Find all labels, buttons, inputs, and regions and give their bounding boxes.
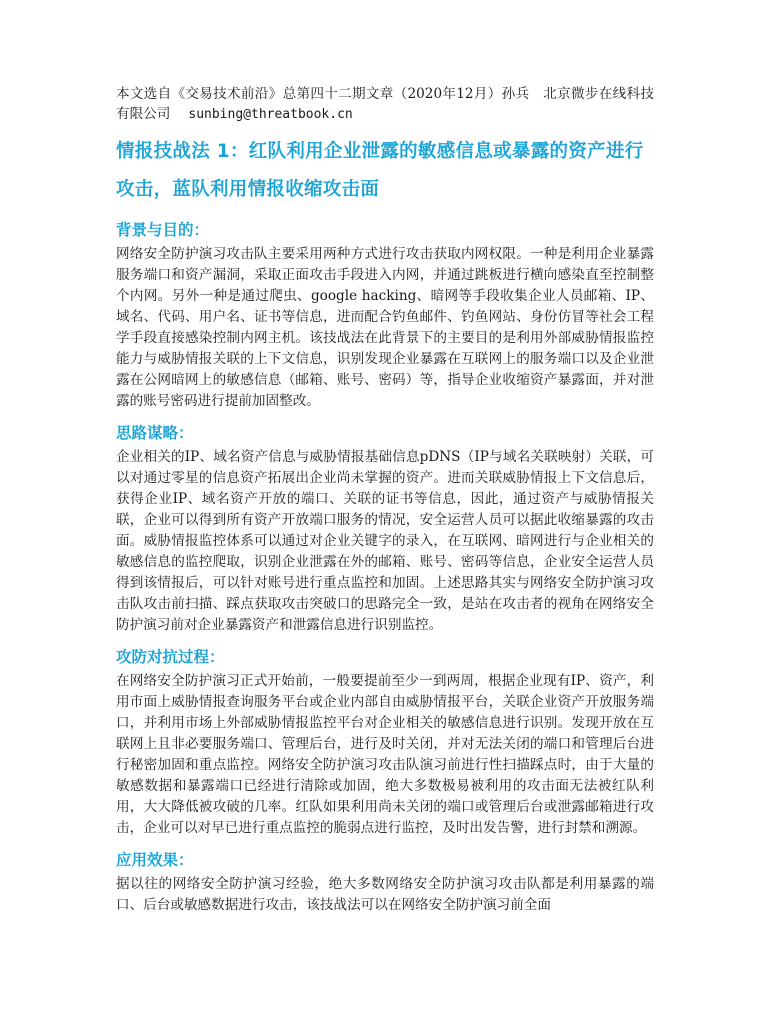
section-body-strategy: 企业相关的IP、域名资产信息与威胁情报基础信息pDNS（IP与域名关联映射）关联，可以对通过零星的信息资产拓展出企业尚未掌握的资产。进而关联威胁情报上下文信息后，获得企业IP、域名资产开放的端口、关联的证书等信息，因此，通过资产与威胁情报关联，企业可以得到所有资产开放端口服务的情况，安全运营人员可以据此收缩暴露的攻击面。威胁情报监控体系可以通过对企业关键字的录入，在互联网、暗网进行与企业相关的敏感信息的监控爬取，识别企业泄露在外的邮箱、账号、密码等信息，企业安全运营人员得到该情报后，可以针对账号进行重点监控和加固。上述思路其实与网络安全防护演习攻击队攻击前扫描、踩点获取攻击突破口的思路完全一致，是站在攻击者的视角在网络安全防护演习前对企业暴露资产和泄露信息进行识别监控。 (116, 449, 654, 633)
article-title: 情报技战法 1：红队利用企业泄露的敏感信息或暴露的资产进行攻击，蓝队利用情报收缩攻击面 (116, 141, 644, 200)
source-note (116, 84, 654, 125)
author-email: sunbing@threatbook.cn (188, 107, 353, 122)
section-body-process: 在网络安全防护演习正式开始前，一般要提前至少一到两周，根据企业现有IP、资产，利用市面上威胁情报查询服务平台或企业内部自由威胁情报平台，关联企业资产开放服务端口，并利用市场上外部威胁情报监控平台对企业相关的敏感信息进行识别。发现开放在互联网上且非必要服务端口、管理后台，进行及时关闭，并对无法关闭的端口和管理后台进行秘密加固和重点监控。网络安全防护演习攻击队演习前进行性扫描踩点时，由于大量的敏感数据和暴露端口已经进行清除或加固，绝大多数极易被利用的攻击面无法被红队利用，大大降低被攻破的几率。红队如果利用尚未关闭的端口或管理后台或泄露邮箱进行攻击，企业可以对早已进行重点监控的脆弱点进行监控，及时出发告警，进行封禁和溯源。 (116, 673, 654, 836)
section-heading-process: 攻防对抗过程： (116, 648, 225, 666)
document-page (116, 84, 654, 916)
section-heading-effect: 应用效果： (116, 851, 194, 869)
section-heading-strategy: 思路谋略： (116, 424, 194, 442)
section-body-background: 网络安全防护演习攻击队主要采用两种方式进行攻击获取内网权限。一种是利用企业暴露服务端口和资产漏洞，采取正面攻击手段进入内网，并通过跳板进行横向感染直至控制整个内网。另外一种是通过爬虫、google hacking、暗网等手段收集企业人员邮箱、IP、域名、代码、用户名、证书等信息，进而配合钓鱼邮件、钓鱼网站、身份仿冒等社会工程学手段直接感染控制内网主机。该技战法在此背景下的主要目的是利用外部威胁情报监控能力与威胁情报关联的上下文信息，识别发现企业暴露在互联网上的服务端口以及企业泄露在公网暗网上的敏感信息（邮箱、账号、密码）等，指导企业收缩资产暴露面，并对泄露的账号密码进行提前加固整改。 (116, 246, 654, 409)
section-heading-background: 背景与目的： (116, 221, 210, 239)
section-body-effect: 据以往的网络安全防护演习经验，绝大多数网络安全防护演习攻击队都是利用暴露的端口、后台或敏感数据进行攻击，该技战法可以在网络安全防护演习前全面 (116, 876, 654, 913)
source-line: 本文选自《交易技术前沿》总第四十二期文章（2020年12月）孙兵 北京微步在线科技有限公司 (116, 86, 654, 122)
